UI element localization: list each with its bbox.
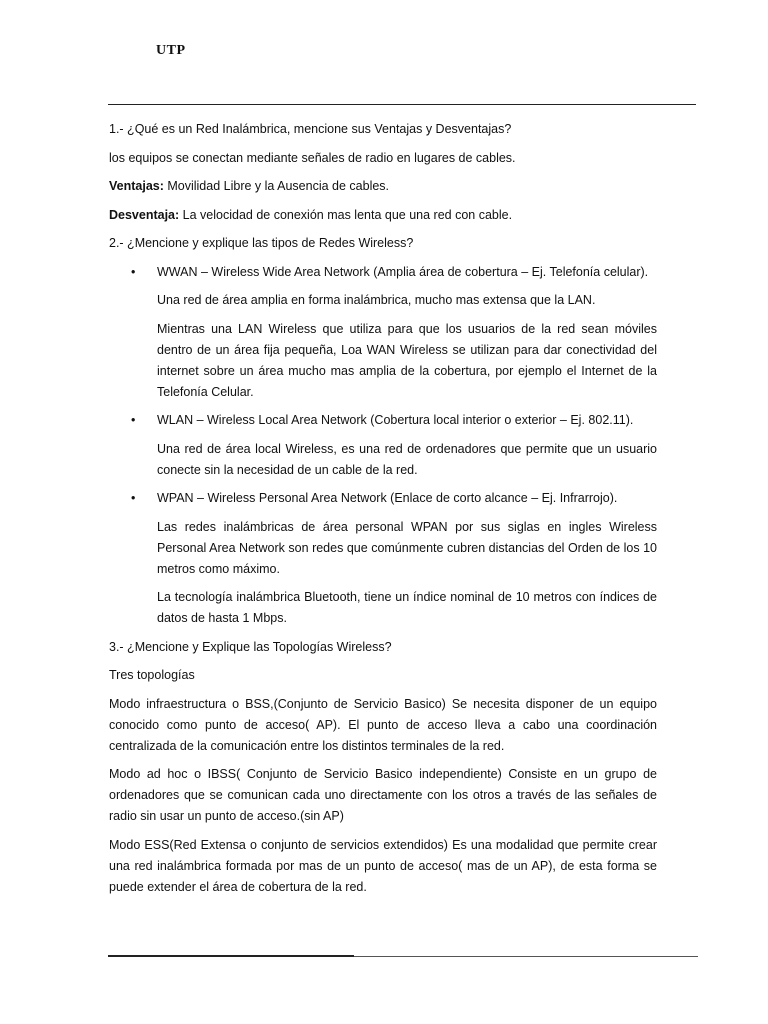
question-3: 3.- ¿Mencione y Explique las Topologías Wireless? xyxy=(109,639,392,654)
wpan-paragraph-1: Las redes inalámbricas de área personal WPAN por sus siglas en ingles Wireless Personal Area Network son redes que comúnmente cubren distancias del Orden de los 10 metros como máximo. xyxy=(157,519,657,576)
question-2: 2.- ¿Mencione y explique las tipos de Redes Wireless? xyxy=(109,236,414,250)
wpan-title: WPAN – Wireless Personal Area Network (Enlace de corto alcance – Ej. Infrarrojo). xyxy=(157,491,618,505)
ventajas-paragraph xyxy=(109,176,657,197)
answer-1: los equipos se conectan mediante señales de radio en lugares de cables. xyxy=(109,150,516,165)
ventajas-text: Movilidad Libre y la Ausencia de cables. xyxy=(163,179,390,193)
wwan-title: WWAN – Wireless Wide Area Network (Amplia área de cobertura – Ej. Telefonía celular). xyxy=(157,264,649,279)
wlan-paragraph-1: Una red de área local Wireless, es una red de ordenadores que permite que un usuario conecte sin la necesidad de un cable de la red. xyxy=(157,441,657,477)
topology-ess: Modo ESS(Red Extensa o conjunto de servicios extendidos) Es una modalidad que permite crear una red inalámbrica formada por mas de un punto de acceso( mas de un AP), de esta forma se puede extender el área de cobertura de la red. xyxy=(109,837,657,894)
bullet-wwan xyxy=(109,262,657,283)
topology-ibss: Modo ad hoc o IBSS( Conjunto de Servicio Basico independiente) Consiste en un grupo de ordenadores que se comunican cada uno directamente con los otros a través de las señales de radio sin usar un punto de acceso.(sin AP) xyxy=(109,767,657,823)
bullet-wpan xyxy=(109,488,657,509)
wwan-paragraph-2: Mientras una LAN Wireless que utiliza para que los usuarios de la red sean móviles dentro de un área fija pequeña, Loa WAN Wireless se utilizan para dar conectividad del internet sobre un área mucho mas amplia de la cobertura, por ejemplo el Internet de la Telefonía Celular. xyxy=(157,321,657,399)
bullet-wlan xyxy=(109,410,657,431)
bullet-icon: • xyxy=(131,264,136,279)
document-body xyxy=(109,119,657,905)
question-1: 1.- ¿Qué es un Red Inalámbrica, mencione sus Ventajas y Desventajas? xyxy=(109,122,512,136)
header-title: UTP xyxy=(156,43,186,58)
bullet-icon: • xyxy=(131,491,136,505)
desventaja-text: La velocidad de conexión mas lenta que una red con cable. xyxy=(179,207,513,222)
topologies-intro: Tres topologías xyxy=(109,668,195,682)
bullet-icon: • xyxy=(131,413,136,427)
ventajas-label: Ventajas: xyxy=(109,179,164,193)
wlan-title: WLAN – Wireless Local Area Network (Cobertura local interior o exterior – Ej. 802.11). xyxy=(157,413,634,427)
wpan-paragraph-2: La tecnología inalámbrica Bluetooth, tiene un índice nominal de 10 metros con índices de datos de hasta 1 Mbps. xyxy=(157,590,657,625)
desventaja-label: Desventaja: xyxy=(109,207,180,222)
header-divider xyxy=(108,104,696,105)
footer-divider-accent xyxy=(108,955,354,957)
topology-bss: Modo infraestructura o BSS,(Conjunto de Servicio Basico) Se necesita disponer de un equipo conocido como punto de acceso( AP). El punto de acceso lleva a cabo una coordinación centralizada de la comunicación entre los distintos terminales de la red. xyxy=(109,696,657,753)
desventaja-paragraph xyxy=(109,205,657,226)
wwan-paragraph-1: Una red de área amplia en forma inalámbrica, mucho mas extensa que la LAN. xyxy=(157,293,596,307)
